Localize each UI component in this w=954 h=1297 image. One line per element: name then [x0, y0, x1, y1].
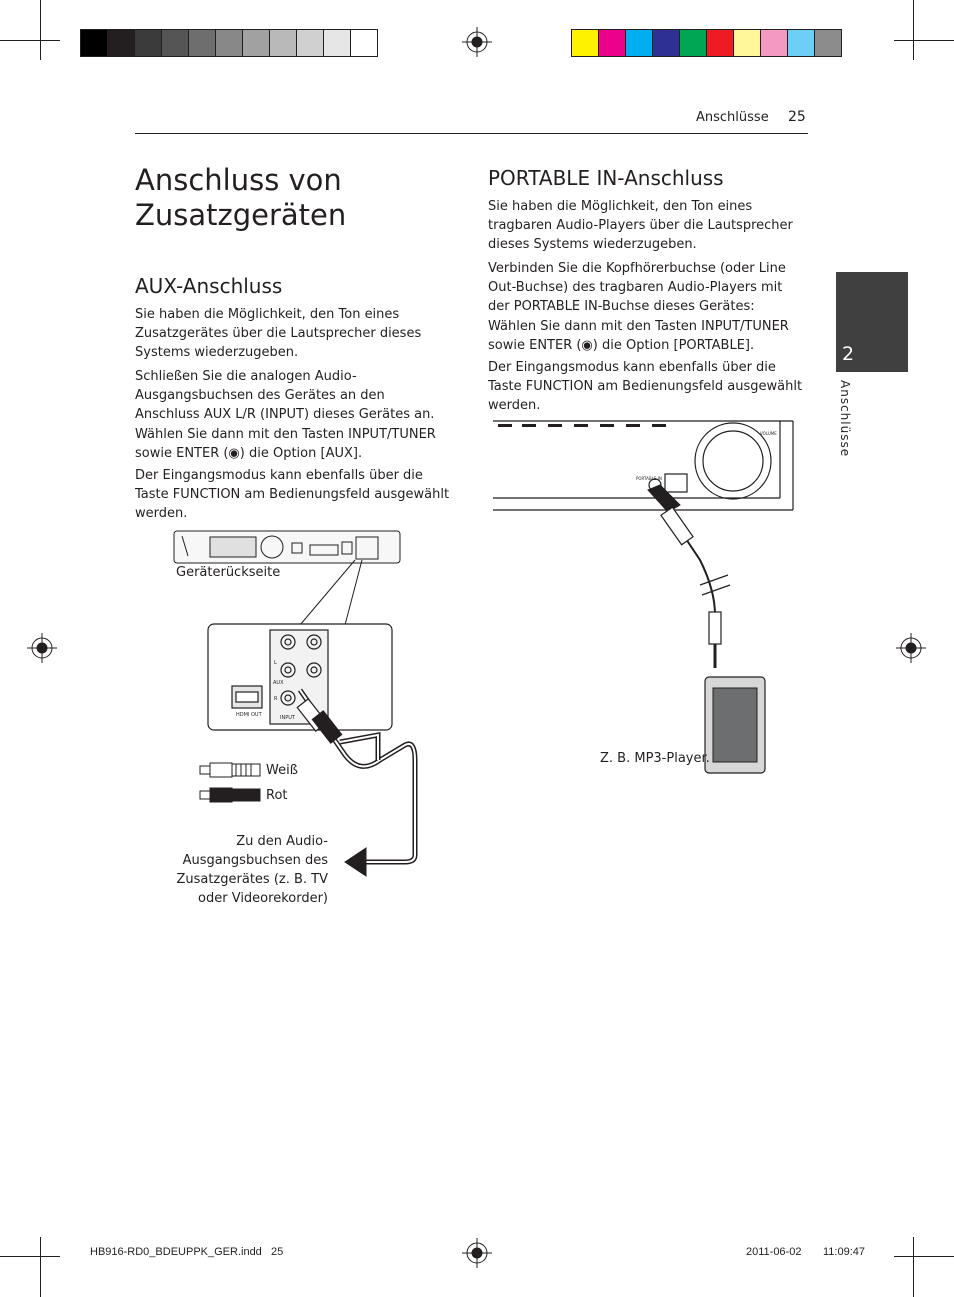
aux-paragraph-3: Der Eingangsmodus kann ebenfalls über die Taste FUNCTION am Bedienungsfeld ausgewählt werden. [135, 468, 450, 522]
panel-button-row [498, 424, 666, 427]
white-plug-icon [200, 763, 260, 777]
zoom-line [300, 560, 355, 625]
registration-mark [27, 633, 57, 663]
chapter-number: 2 [842, 343, 855, 365]
footer-time: 11:09:47 [823, 1246, 866, 1258]
jack-label-r: R [274, 696, 278, 702]
aux-heading: AUX-Anschluss [135, 274, 283, 298]
jack-label-aux: AUX [273, 680, 284, 686]
red-plug-label: Rot [266, 788, 288, 803]
section-label: Anschlüsse [696, 110, 769, 125]
front-panel-illustration [493, 421, 793, 510]
aux-paragraph-2: Schließen Sie die analogen Audio-Ausgangsbuchsen des Gerätes an den Anschluss AUX L/R (INPUT) dieses Gerätes an. Wählen Sie dann mit den Tasten INPUT/TUNER sowie ENTER (◉) die Option [AUX]. [135, 369, 436, 461]
chapter-tab-label: Anschlüsse [838, 380, 852, 458]
zoom-line [345, 560, 362, 625]
mp3-player-icon [705, 677, 765, 773]
page-number: 25 [788, 109, 806, 125]
registration-mark [462, 1238, 492, 1268]
footer-file: HB916-RD0_BDEUPPK_GER.indd 25 [90, 1246, 284, 1258]
aux-paragraph-1: Sie haben die Möglichkeit, den Ton eines Zusatzgerätes über die Lautsprecher dieses Systems wiederzugeben. [135, 307, 422, 361]
mp3-player-label: Z. B. MP3-Player. [600, 751, 710, 766]
header-rule [135, 133, 808, 134]
volume-label: VOLUME [760, 431, 777, 436]
jack-label-portable: PORTABLE IN [636, 476, 662, 481]
registration-mark [462, 27, 492, 57]
audio-cable [648, 485, 730, 668]
portable-paragraph-1: Sie haben die Möglichkeit, den Ton eines tragbaren Audio-Players über die Lautsprecher dieses Systems wiederzugeben. [488, 199, 793, 253]
jack-label-l: L [274, 660, 277, 666]
portable-paragraph-3: Der Eingangsmodus kann ebenfalls über die Taste FUNCTION am Bedienungsfeld ausgewählt werden. [488, 360, 803, 414]
rear-panel-illustration [174, 531, 400, 563]
red-plug-icon [200, 788, 260, 802]
destination-label: Zu den Audio-Ausgangsbuchsen des Zusatzgerätes (z. B. TV oder Videorekorder) [176, 834, 328, 906]
jack-label-hdmi: HDMI OUT [236, 712, 262, 718]
footer-date: 2011-06-02 [746, 1246, 802, 1258]
rear-panel-label: Geräterückseite [176, 565, 281, 580]
jack-label-input: INPUT [280, 715, 295, 721]
white-plug-label: Weiß [266, 763, 298, 778]
page-title: Anschluss von Zusatzgeräten [135, 163, 347, 232]
portable-heading: PORTABLE IN-Anschluss [488, 166, 724, 190]
registration-mark [896, 633, 926, 663]
portable-paragraph-2: Verbinden Sie die Kopfhörerbuchse (oder Line Out-Buchse) des tragbaren Audio-Players mit der PORTABLE IN-Buchse dieses Gerätes: Wählen Sie dann mit den Tasten INPUT/TUNER sowie ENTER (◉) die Option [PORTABLE]. [488, 261, 789, 353]
